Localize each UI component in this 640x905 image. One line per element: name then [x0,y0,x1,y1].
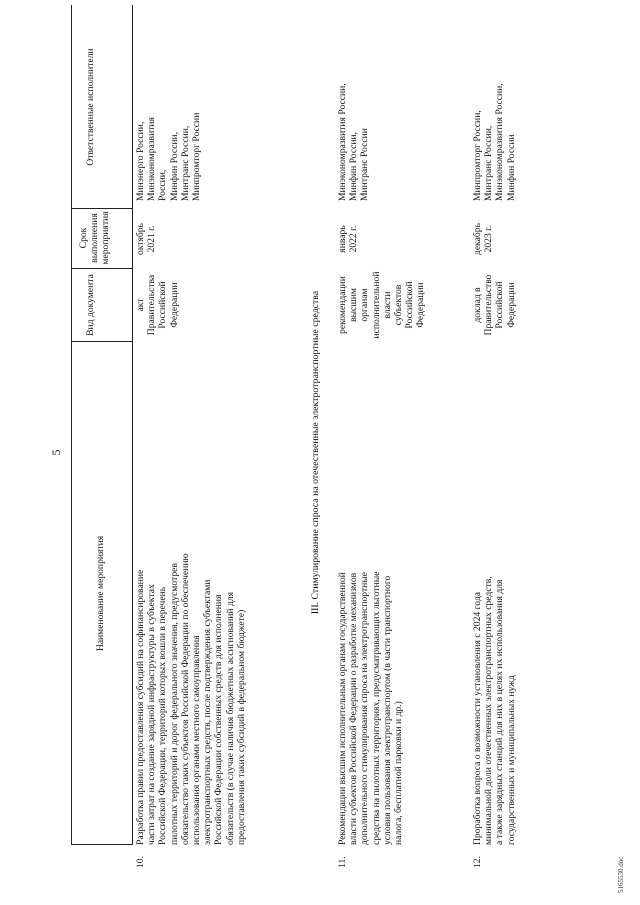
text-line: Российской [404,281,416,329]
section-title: III. Стимулирование спроса на отечественные электротранспортные средства [310,290,321,615]
text-line: Минэкономразвития России, [337,83,348,201]
text-line: Минэкономразвития России, [494,83,506,201]
text-line: Минтранс России, [179,125,191,201]
text-line: Минэнерго России, [135,121,146,201]
text-line: дополнительного стимулирования спроса на электротранспортные [359,572,371,845]
text-line: исполнительной [370,271,382,339]
text-line: Минтранс России, [483,125,495,201]
text-line: Российской [157,281,169,329]
row-11-name [337,345,404,845]
text-line: Российской Федерации, территорий которых вошли в перечень [157,586,169,845]
table-top-rule [71,5,72,845]
page-number: 5 [49,449,63,456]
text-line: пилотных территорий и дорог федерального значения, предусмотрев [168,563,180,845]
header-bottom-rule [132,5,133,845]
row-11-deadline [337,211,359,267]
text-line: Проработка вопроса о возможности установления с 2024 года [472,592,483,845]
text-line: электротранспортных средств, после подтверждения субъектами [202,579,214,845]
row-11-doc-type [337,271,427,339]
text-line: предоставления таких субсидий в федеральном бюджете) [235,609,247,845]
header-doc-type: Вид документа [85,274,96,336]
text-line: Минпромторг России [191,112,203,201]
text-line: а также зарядных станций для них в целях их использования для [494,579,506,845]
row-10-name [135,345,247,845]
header-responsible: Ответственные исполнители [85,48,96,166]
text-line: высшим [348,288,360,322]
row-11-responsible [337,5,371,201]
text-line: акт [135,298,146,312]
col-divider-3 [71,208,132,209]
text-line: государственных и муниципальных нужд [505,675,517,845]
text-line: Минфин России, [348,132,360,201]
text-line: 2023 г. [483,225,495,253]
row-12-name [472,345,517,845]
text-line: Российской Федерации собственных средств для исполнения [213,594,225,845]
row-12-deadline [472,211,494,267]
text-line: Минтранс России [359,128,371,201]
row-11-number: 11. [337,856,348,868]
text-line: обязательств (в случае наличия бюджетных ассигнований для [224,591,236,845]
text-line: власти субъектов Российской Федерации о разработке механизмов [348,572,360,845]
text-line: условия пользования электротранспортом (в части транспортного [381,575,393,845]
text-line: Российской [494,281,506,329]
text-line: Федерации [505,282,517,328]
row-10-number: 10. [135,856,146,868]
text-line: минимальной доли отечественных электротранспортных средств, [483,576,495,845]
text-line: декабрь [472,223,483,255]
text-line: 2022 г. [348,225,360,253]
text-line: рекомендации [337,276,348,334]
row-10-responsible [135,5,202,201]
text-line: Правительство [483,274,495,336]
row-12-number: 12. [472,856,483,868]
header-deadline: Срок выполнения мероприятия [78,211,111,265]
text-line: части затрат на создание зарядной инфраструктуры в субъектах [146,584,158,845]
text-line: Федерации [415,282,427,328]
table-left-rule [71,844,132,845]
text-line: органам [359,288,371,322]
text-line: налога, бесплатной парковки и др.) [393,701,405,845]
text-line: власти [381,291,393,319]
row-12-responsible [472,5,517,201]
text-line: Правительства [146,274,158,336]
text-line: средства на пилотных территориях, предусматривающих льготные [370,571,382,845]
text-line: России, [157,169,169,201]
text-line: Минфин России [505,134,517,201]
text-line: доклад в [472,287,483,323]
text-line: Минфин России, [168,132,180,201]
text-line: Разработка правил предоставления субсидий на софинансирование [135,569,146,845]
text-line: обязательство таких субъектов Российской Федерации по обеспечению [179,553,191,845]
text-line: Минпромторг России, [472,110,483,201]
row-10-doc-type [135,271,180,339]
text-line: октябрь [135,223,146,255]
row-12-doc-type [472,271,517,339]
row-10-deadline [135,211,157,267]
header-name: Наименование мероприятия [95,535,106,652]
text-line: Рекомендации высшим исполнительным органам государственной [337,572,348,845]
text-line: Федерации [168,282,180,328]
file-name-note: 5165530.doc [617,856,625,893]
text-line: субъектов [393,284,405,326]
text-line: Минэкономразвития [146,117,158,201]
text-line: использования органами местного самоуправления [191,635,203,845]
col-divider-2 [71,268,132,269]
text-line: 2021 г. [146,225,158,253]
text-line: январь [337,225,348,253]
